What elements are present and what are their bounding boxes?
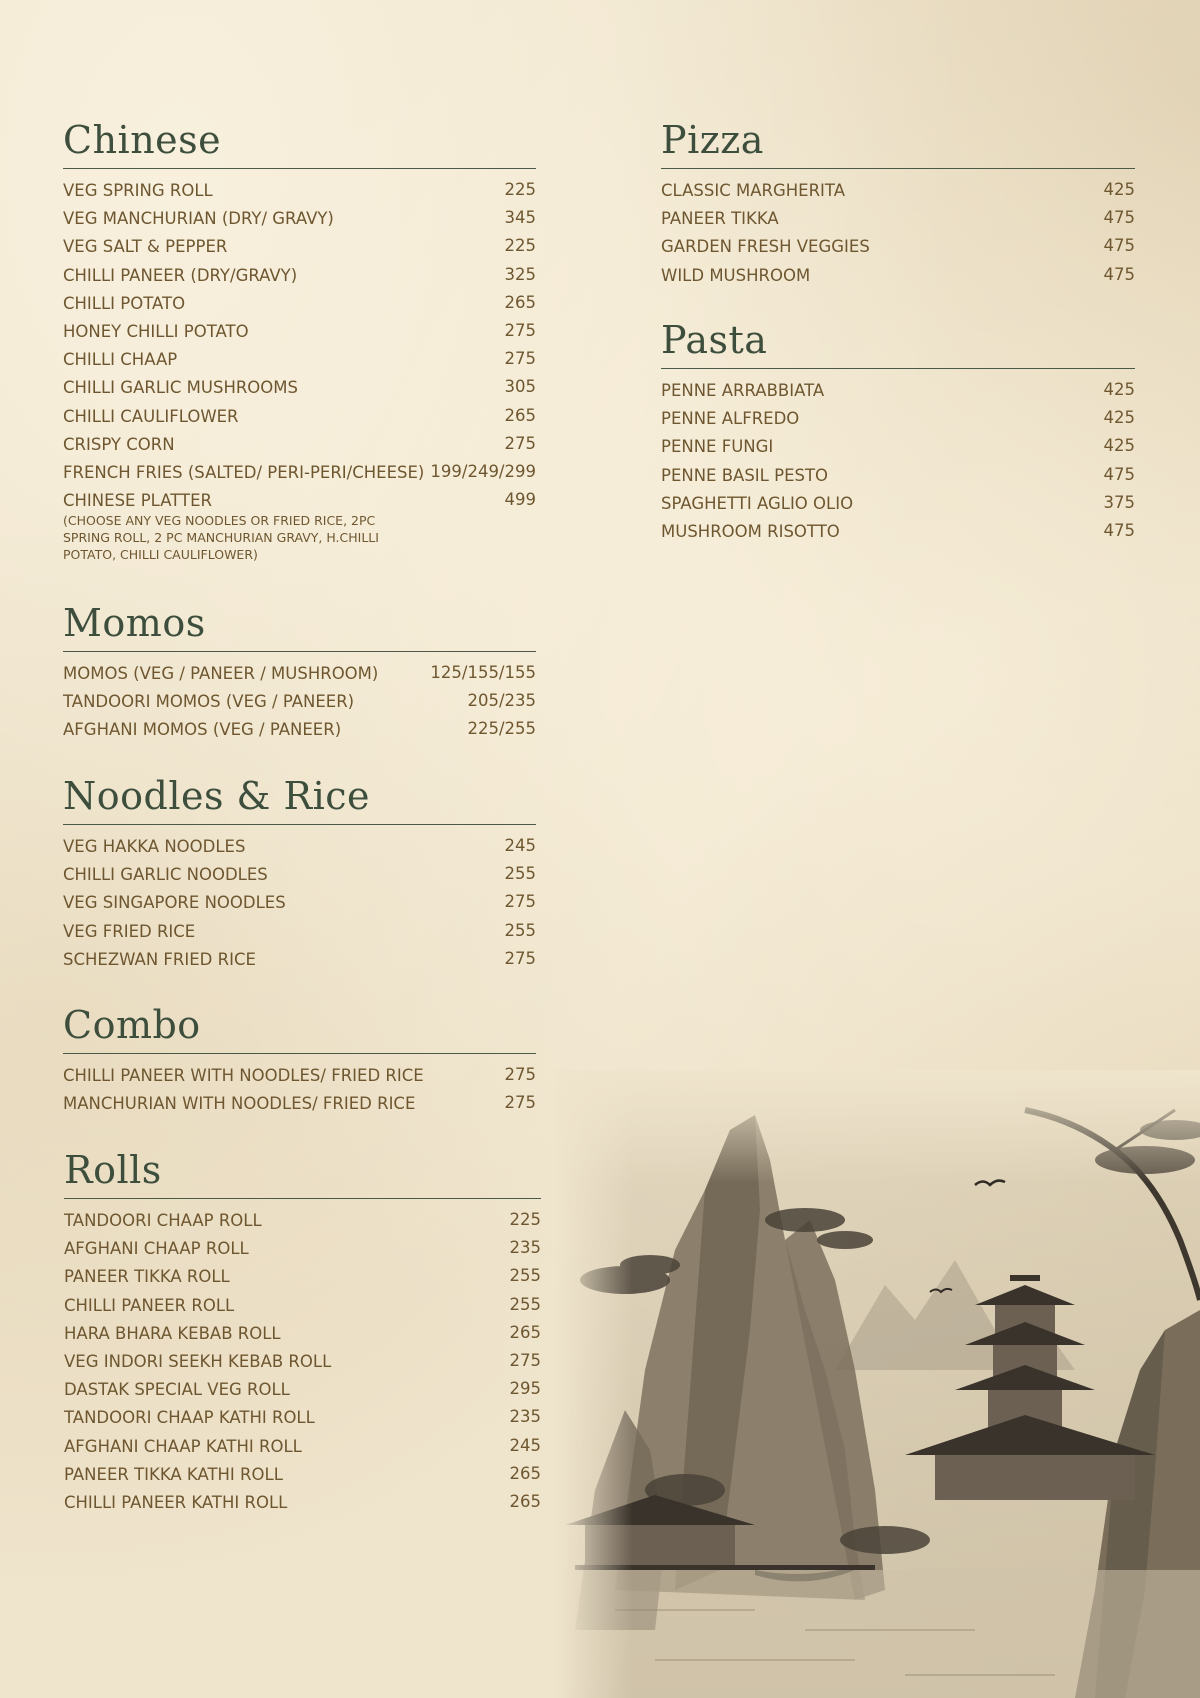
menu-item-price: 225 (509, 1210, 541, 1229)
menu-item-text (63, 346, 177, 370)
menu-item-name: DASTAK SPECIAL VEG ROLL (64, 1380, 290, 1400)
menu-item-text (64, 1263, 230, 1287)
menu-item-price: 255 (509, 1294, 541, 1314)
menu-item-price: 275 (504, 1093, 536, 1113)
menu-item-name: HONEY CHILLI POTATO (63, 321, 249, 341)
menu-item (63, 833, 536, 861)
menu-item-price: 475 (1103, 464, 1135, 484)
menu-item-name: CHILLI CHAAP (63, 350, 178, 370)
menu-item (63, 403, 536, 431)
menu-item-name: CLASSIC MARGHERITA (661, 181, 845, 200)
menu-item (63, 177, 536, 205)
menu-item (661, 205, 1135, 233)
menu-item (63, 487, 536, 563)
menu-item (64, 1433, 541, 1461)
menu-item-text (661, 177, 845, 201)
menu-item-price: 125/155/155 (430, 663, 536, 682)
menu-item-price: 475 (1103, 236, 1135, 256)
menu-item-name: CHILLI PANEER WITH NOODLES/ FRIED RICE (63, 1066, 424, 1085)
item-list-combo (63, 1062, 536, 1118)
item-list-noodles-rice (63, 833, 536, 974)
menu-item (64, 1404, 541, 1432)
menu-item (63, 861, 536, 889)
menu-item-text (63, 459, 424, 483)
menu-item-price: 265 (509, 1463, 541, 1483)
menu-item-name: CHINESE PLATTER (63, 491, 212, 511)
menu-item-name: VEG MANCHURIAN (DRY/ GRAVY) (63, 209, 334, 229)
menu-item-name: PENNE ARRABBIATA (661, 381, 825, 400)
menu-item-text (661, 490, 853, 514)
section-divider (63, 1053, 536, 1054)
menu-item-text (63, 177, 213, 201)
menu-item (64, 1292, 541, 1320)
menu-item-price: 275 (509, 1350, 541, 1370)
menu-item-name: VEG HAKKA NOODLES (63, 837, 246, 856)
menu-item-text (661, 205, 779, 229)
menu-item-name: TANDOORI MOMOS (VEG / PANEER) (63, 692, 355, 712)
menu-item (63, 660, 536, 688)
section-title-combo: Combo (63, 1003, 201, 1047)
menu-item (63, 374, 536, 402)
menu-item (64, 1320, 541, 1348)
menu-item-price: 225 (504, 180, 536, 199)
menu-item-price: 235 (509, 1238, 541, 1258)
menu-item-name: PENNE BASIL PESTO (661, 465, 829, 485)
menu-item (661, 433, 1135, 461)
menu-item-name: CHILLI GARLIC NOODLES (63, 865, 268, 885)
menu-item-name: MANCHURIAN WITH NOODLES/ FRIED RICE (63, 1094, 416, 1114)
menu-item-price: 425 (1103, 436, 1135, 456)
section-rolls (64, 1148, 541, 1517)
menu-item-name: FRENCH FRIES (SALTED/ PERI-PERI/CHEESE) (63, 462, 425, 482)
menu-item-name: VEG SPRING ROLL (63, 181, 213, 200)
menu-item (64, 1376, 541, 1404)
menu-item-text (64, 1433, 302, 1457)
menu-item-name: AFGHANI CHAAP ROLL (64, 1239, 249, 1259)
item-list-chinese (63, 177, 536, 563)
menu-item-name: CHILLI PANEER (DRY/GRAVY) (63, 265, 298, 285)
menu-item-text (63, 205, 334, 229)
menu-item-text (63, 889, 286, 913)
section-chinese (63, 118, 536, 563)
menu-item-text (64, 1235, 249, 1259)
section-momos (63, 601, 536, 745)
menu-item-price: 275 (504, 349, 536, 369)
section-divider (64, 1198, 541, 1199)
menu-item (63, 459, 536, 487)
section-divider (63, 651, 536, 652)
menu-item (64, 1489, 541, 1517)
section-divider (661, 368, 1135, 369)
menu-item-price: 255 (504, 920, 536, 940)
menu-item (63, 918, 536, 946)
menu-item-price: 265 (509, 1491, 541, 1511)
menu-item-name: AFGHANI CHAAP KATHI ROLL (64, 1436, 302, 1456)
menu-item-text (63, 374, 298, 398)
menu-item-text (63, 861, 268, 885)
menu-item (63, 688, 536, 716)
menu-item (63, 946, 536, 974)
section-noodles-rice (63, 774, 536, 974)
menu-item-price: 199/249/299 (430, 461, 536, 481)
menu-item (64, 1461, 541, 1489)
menu-item-price: 225/255 (467, 719, 536, 739)
menu-item-price: 499 (504, 490, 536, 510)
menu-item-text (63, 946, 256, 970)
menu-item-name: PANEER TIKKA (661, 209, 779, 229)
menu-item-price: 245 (509, 1435, 541, 1455)
menu-item-name: CHILLI CAULIFLOWER (63, 406, 239, 426)
menu-item (661, 262, 1135, 290)
menu-item-name: CHILLI GARLIC MUSHROOMS (63, 378, 298, 398)
section-divider (63, 168, 536, 169)
menu-item (661, 462, 1135, 490)
menu-item-name: VEG SINGAPORE NOODLES (63, 893, 286, 913)
menu-item-text (661, 518, 840, 542)
menu-item-price: 255 (509, 1266, 541, 1286)
menu-item (64, 1235, 541, 1263)
menu-item-price: 225 (504, 236, 536, 256)
section-divider (63, 824, 536, 825)
menu-item (63, 262, 536, 290)
menu-item-text (63, 1062, 424, 1086)
menu-item (661, 490, 1135, 518)
menu-item-price: 475 (1103, 520, 1135, 540)
menu-item (63, 205, 536, 233)
menu-item (63, 889, 536, 917)
menu-item-name: PANEER TIKKA KATHI ROLL (64, 1464, 283, 1484)
menu-item-name: VEG INDORI SEEKH KEBAB ROLL (64, 1351, 332, 1371)
menu-item (63, 1090, 536, 1118)
menu-item-text (661, 433, 773, 457)
menu-item-text (64, 1376, 290, 1400)
section-title-pasta: Pasta (661, 318, 768, 362)
section-pizza (661, 118, 1135, 290)
section-pasta (661, 318, 1135, 546)
menu-item-text (63, 233, 227, 257)
menu-item (64, 1348, 541, 1376)
menu-item-name: TANDOORI CHAAP ROLL (64, 1211, 262, 1230)
menu-item-name: TANDOORI CHAAP KATHI ROLL (64, 1408, 315, 1428)
menu-item-text (64, 1461, 283, 1485)
menu-item (63, 233, 536, 261)
item-list-rolls (64, 1207, 541, 1517)
section-title-rolls: Rolls (64, 1148, 162, 1192)
menu-item-price: 245 (504, 836, 536, 855)
section-title-pizza: Pizza (661, 118, 764, 162)
menu-item-text (64, 1404, 315, 1428)
menu-item-text (661, 233, 870, 257)
menu-item-name: VEG FRIED RICE (63, 921, 196, 941)
menu-item-price: 425 (1103, 380, 1135, 399)
menu-item-price: 375 (1103, 492, 1135, 512)
menu-item-description: (CHOOSE ANY VEG NOODLES OR FRIED RICE, 2PC SPRING ROLL, 2 PC MANCHURIAN GRAVY, H.CHILLI POTATO, CHILLI CAULIFLOWER) (63, 513, 379, 563)
menu-item-name: PANEER TIKKA ROLL (64, 1267, 230, 1287)
menu-item-price: 235 (509, 1407, 541, 1427)
menu-item-name: CRISPY CORN (63, 434, 175, 454)
menu-item (661, 233, 1135, 261)
menu-item-price: 425 (1103, 180, 1135, 199)
menu-item-price: 475 (1103, 208, 1135, 228)
menu-item-price: 265 (504, 292, 536, 312)
menu-item-price: 305 (504, 377, 536, 397)
menu-item (661, 405, 1135, 433)
section-combo (63, 1003, 536, 1118)
menu-item-price: 275 (504, 320, 536, 340)
menu-item-price: 205/235 (467, 691, 536, 711)
menu-item-price: 475 (1103, 264, 1135, 284)
menu-item-name: CHILLI PANEER KATHI ROLL (64, 1492, 288, 1512)
menu-item-price: 345 (504, 208, 536, 228)
menu-item-price: 255 (504, 864, 536, 884)
menu-item-text (64, 1320, 281, 1344)
menu-item-name: MOMOS (VEG / PANEER / MUSHROOM) (63, 664, 379, 683)
menu-item-text (661, 462, 828, 486)
menu-item-text (63, 918, 195, 942)
menu-item-price: 325 (504, 264, 536, 284)
menu-item-price: 295 (509, 1379, 541, 1399)
pagoda-landscape-illustration (555, 1070, 1200, 1698)
menu-item-text (63, 403, 239, 427)
item-list-pizza (661, 177, 1135, 290)
menu-item-name: CHILLI PANEER ROLL (64, 1295, 235, 1315)
menu-item-price: 265 (504, 405, 536, 425)
item-list-pasta (661, 377, 1135, 546)
menu-item-price: 275 (504, 433, 536, 453)
menu-item-name: SCHEZWAN FRIED RICE (63, 949, 256, 969)
section-title-noodles-rice: Noodles & Rice (63, 774, 370, 818)
menu-item-text (63, 688, 354, 712)
menu-item-text (63, 833, 245, 857)
menu-item-price: 425 (1103, 408, 1135, 428)
menu-item (63, 1062, 536, 1090)
menu-item-text (63, 262, 297, 286)
menu-item-name: AFGHANI MOMOS (VEG / PANEER) (63, 720, 342, 740)
menu-item (661, 518, 1135, 546)
menu-item-name: PENNE FUNGI (661, 437, 774, 457)
menu-item-text (661, 377, 824, 401)
menu-item (63, 716, 536, 744)
menu-item (661, 377, 1135, 405)
menu-item-name: VEG SALT & PEPPER (63, 237, 228, 257)
menu-item-name: MUSHROOM RISOTTO (661, 521, 840, 541)
menu-item (661, 177, 1135, 205)
menu-item (63, 346, 536, 374)
menu-item (64, 1263, 541, 1291)
menu-item-text (64, 1207, 262, 1231)
menu-item-text (64, 1489, 287, 1513)
menu-item-price: 275 (504, 1065, 536, 1084)
menu-item-text (64, 1292, 234, 1316)
menu-item (64, 1207, 541, 1235)
menu-item-price: 275 (504, 892, 536, 912)
menu-item-name: HARA BHARA KEBAB ROLL (64, 1323, 281, 1343)
section-title-momos: Momos (63, 601, 206, 645)
item-list-momos (63, 660, 536, 745)
menu-item-text (63, 431, 175, 455)
menu-item (63, 318, 536, 346)
menu-item-text (63, 318, 249, 342)
menu-item (63, 431, 536, 459)
menu-item-text (63, 487, 393, 563)
menu-item-text (63, 660, 378, 684)
menu-item-name: CHILLI POTATO (63, 293, 186, 313)
menu-item-name: WILD MUSHROOM (661, 265, 811, 285)
menu-item-text (64, 1348, 331, 1372)
menu-item-text (63, 1090, 415, 1114)
section-title-chinese: Chinese (63, 118, 222, 162)
menu-item-name: GARDEN FRESH VEGGIES (661, 237, 870, 257)
menu-item-name: PENNE ALFREDO (661, 409, 800, 429)
menu-item (63, 290, 536, 318)
menu-item-text (661, 262, 810, 286)
menu-item-text (63, 716, 341, 740)
menu-item-price: 265 (509, 1322, 541, 1342)
menu-item-text (661, 405, 799, 429)
menu-item-text (63, 290, 185, 314)
section-divider (661, 168, 1135, 169)
menu-item-price: 275 (504, 948, 536, 968)
menu-item-name: SPAGHETTI AGLIO OLIO (661, 493, 854, 513)
